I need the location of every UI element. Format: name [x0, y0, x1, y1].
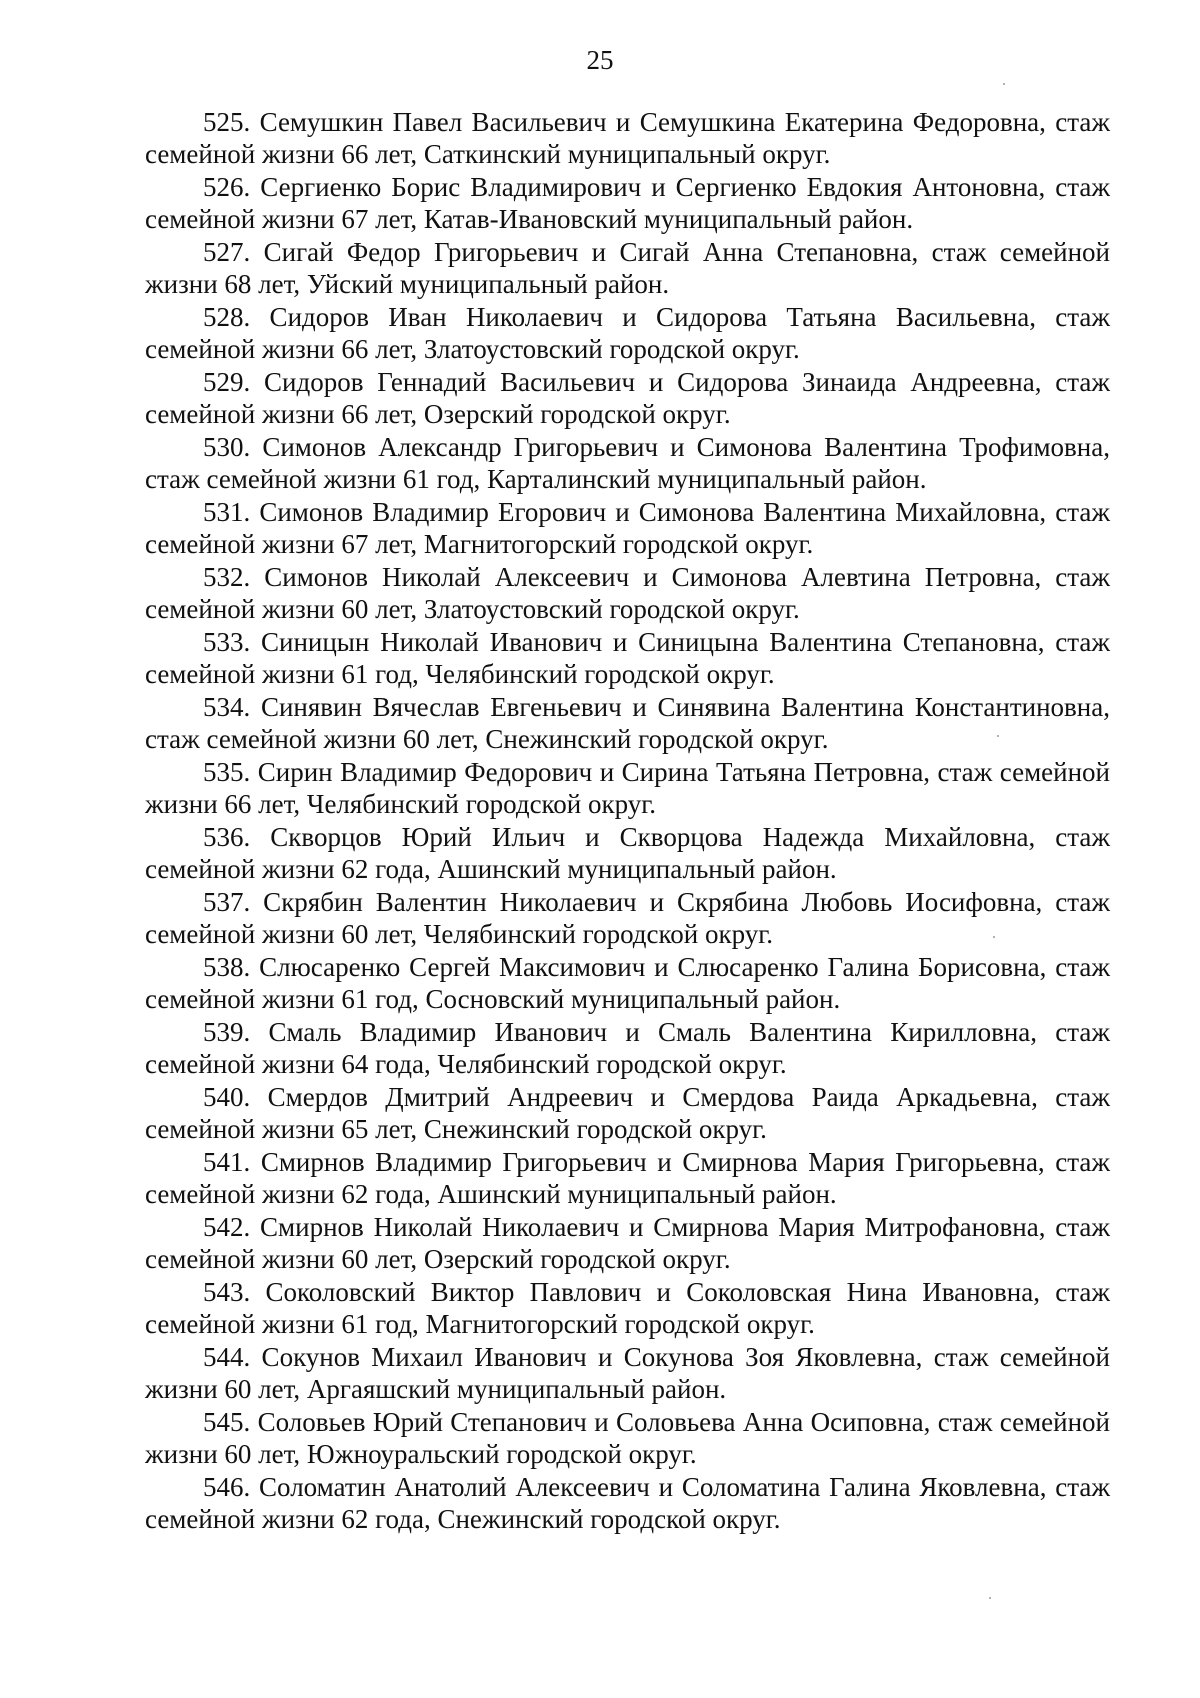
- list-item: 525. Семушкин Павел Васильевич и Семушкина Екатерина Федоровна, стаж семейной жизни 66 лет, Саткинский муниципальный округ.: [145, 107, 1110, 169]
- scan-speck: [997, 735, 999, 737]
- list-item: 531. Симонов Владимир Егорович и Симонова Валентина Михайловна, стаж семейной жизни 67 лет, Магнитогорский городской округ.: [145, 497, 1110, 559]
- scan-speck: [989, 1597, 991, 1599]
- list-item: 533. Синицын Николай Иванович и Синицына Валентина Степановна, стаж семейной жизни 61 год, Челябинский городской округ.: [145, 627, 1110, 689]
- list-item: 545. Соловьев Юрий Степанович и Соловьева Анна Осиповна, стаж семейной жизни 60 лет, Южноуральский городской округ.: [145, 1407, 1110, 1469]
- list-item: 536. Скворцов Юрий Ильич и Скворцова Надежда Михайловна, стаж семейной жизни 62 года, Ашинский муниципальный район.: [145, 822, 1110, 884]
- list-item: 535. Сирин Владимир Федорович и Сирина Татьяна Петровна, стаж семейной жизни 66 лет, Челябинский городской округ.: [145, 757, 1110, 819]
- list-item: 539. Смаль Владимир Иванович и Смаль Валентина Кирилловна, стаж семейной жизни 64 года, Челябинский городской округ.: [145, 1017, 1110, 1079]
- list-item: 528. Сидоров Иван Николаевич и Сидорова Татьяна Васильевна, стаж семейной жизни 66 лет, Златоустовский городской округ.: [145, 302, 1110, 364]
- list-item: 542. Смирнов Николай Николаевич и Смирнова Мария Митрофановна, стаж семейной жизни 60 лет, Озерский городской округ.: [145, 1212, 1110, 1274]
- list-item: 546. Соломатин Анатолий Алексеевич и Соломатина Галина Яковлевна, стаж семейной жизни 62 года, Снежинский городской округ.: [145, 1472, 1110, 1534]
- list-item: 541. Смирнов Владимир Григорьевич и Смирнова Мария Григорьевна, стаж семейной жизни 62 года, Ашинский муниципальный район.: [145, 1147, 1110, 1209]
- list-item: 532. Симонов Николай Алексеевич и Симонова Алевтина Петровна, стаж семейной жизни 60 лет, Златоустовский городской округ.: [145, 562, 1110, 624]
- list-item: 540. Смердов Дмитрий Андреевич и Смердова Раида Аркадьевна, стаж семейной жизни 65 лет, Снежинский городской округ.: [145, 1082, 1110, 1144]
- scan-speck: [993, 936, 995, 938]
- list-item: 543. Соколовский Виктор Павлович и Соколовская Нина Ивановна, стаж семейной жизни 61 год, Магнитогорский городской округ.: [145, 1277, 1110, 1339]
- list-item: 526. Сергиенко Борис Владимирович и Сергиенко Евдокия Антоновна, стаж семейной жизни 67 лет, Катав-Ивановский муниципальный район.: [145, 172, 1110, 234]
- list-item: 534. Синявин Вячеслав Евгеньевич и Синявина Валентина Константиновна, стаж семейной жизни 60 лет, Снежинский городской округ.: [145, 692, 1110, 754]
- scan-speck: [1003, 83, 1005, 85]
- list-item: 538. Слюсаренко Сергей Максимович и Слюсаренко Галина Борисовна, стаж семейной жизни 61 год, Сосновский муниципальный район.: [145, 952, 1110, 1014]
- list-item: 527. Сигай Федор Григорьевич и Сигай Анна Степановна, стаж семейной жизни 68 лет, Уйский муниципальный район.: [145, 237, 1110, 299]
- list-item: 544. Сокунов Михаил Иванович и Сокунова Зоя Яковлевна, стаж семейной жизни 60 лет, Аргаяшский муниципальный район.: [145, 1342, 1110, 1404]
- list-item: 530. Симонов Александр Григорьевич и Симонова Валентина Трофимовна, стаж семейной жизни 61 год, Карталинский муниципальный район.: [145, 432, 1110, 494]
- entry-list: [145, 106, 1110, 1536]
- page-number: 25: [586, 45, 614, 75]
- list-item: 529. Сидоров Геннадий Васильевич и Сидорова Зинаида Андреевна, стаж семейной жизни 66 лет, Озерский городской округ.: [145, 367, 1110, 429]
- list-item: 537. Скрябин Валентин Николаевич и Скрябина Любовь Иосифовна, стаж семейной жизни 60 лет, Челябинский городской округ.: [145, 887, 1110, 949]
